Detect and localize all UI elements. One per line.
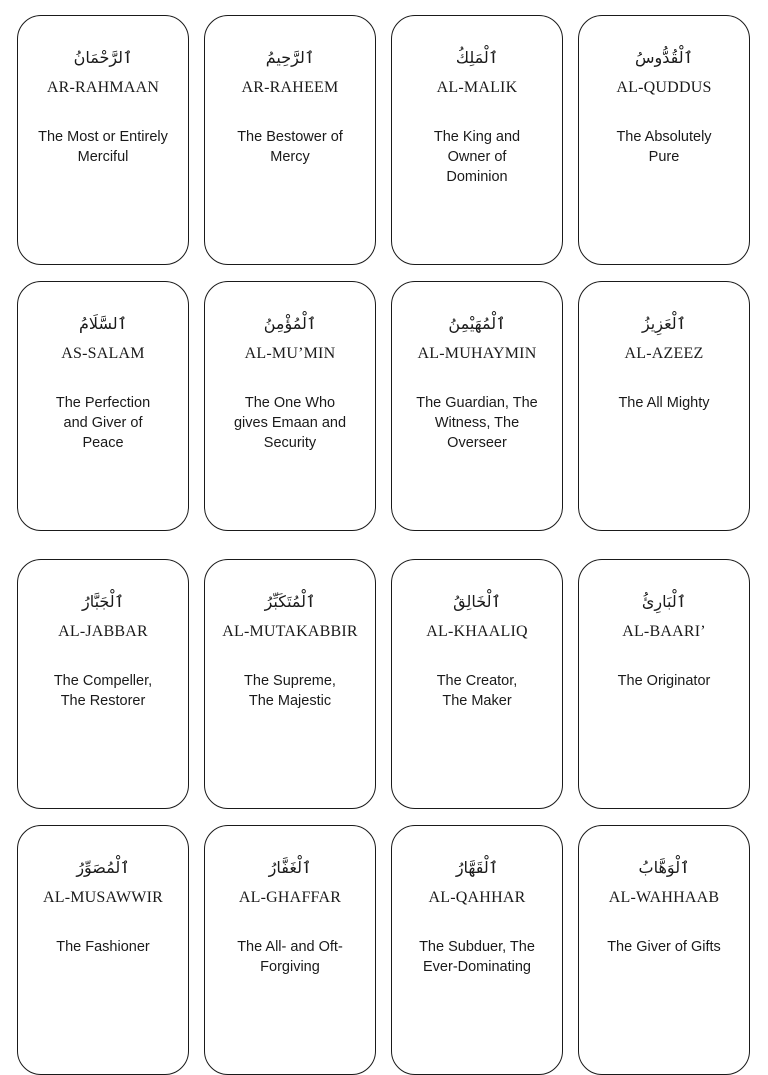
arabic-name: ٱلْغَفَّارُ xyxy=(268,858,312,877)
name-meaning: The Fashioner xyxy=(56,939,150,955)
name-meaning: The Creator, The Maker xyxy=(436,673,518,709)
name-card xyxy=(204,281,376,531)
name-meaning: The King and Owner of Dominion xyxy=(433,129,521,185)
transliterated-name: AR-RAHEEM xyxy=(241,79,339,96)
name-meaning: The Subduer, The Ever-Dominating xyxy=(419,939,535,975)
transliterated-name: AL-MUTAKABBIR xyxy=(222,623,358,640)
arabic-name: ٱلرَّحْمَانُ xyxy=(73,48,133,67)
arabic-name: ٱلْبَارِئُ xyxy=(641,592,687,611)
transliterated-name: AL-MALIK xyxy=(436,79,518,96)
transliterated-name: AL-QUDDUS xyxy=(616,79,712,96)
name-card xyxy=(391,281,563,531)
name-card xyxy=(391,825,563,1075)
transliterated-name: AL-MUHAYMIN xyxy=(417,345,537,362)
transliterated-name: AL-MU’MIN xyxy=(244,345,336,362)
transliterated-name: AL-MUSAWWIR xyxy=(42,889,163,906)
transliterated-name: AL-GHAFFAR xyxy=(238,889,342,906)
name-meaning: The Perfection and Giver of Peace xyxy=(55,395,151,451)
name-card xyxy=(204,559,376,809)
arabic-name: ٱلْمُؤْمِنُ xyxy=(263,314,317,333)
arabic-name: ٱلْمَلِكُ xyxy=(455,48,499,67)
transliterated-name: AR-RAHMAAN xyxy=(46,79,160,96)
name-meaning: The Giver of Gifts xyxy=(607,939,721,955)
name-meaning: The All Mighty xyxy=(618,395,710,411)
arabic-name: ٱلْجَبَّارُ xyxy=(81,592,124,611)
name-meaning: The Compeller, The Restorer xyxy=(53,673,153,709)
transliterated-name: AL-WAHHAAB xyxy=(608,889,720,906)
name-meaning: The Originator xyxy=(617,673,711,689)
arabic-name: ٱلْخَالِقُ xyxy=(453,592,501,611)
name-card xyxy=(204,825,376,1075)
name-meaning: The One Who gives Emaan and Security xyxy=(233,395,347,451)
name-card xyxy=(17,559,189,809)
name-card xyxy=(578,559,750,809)
name-card xyxy=(578,15,750,265)
name-meaning: The Absolutely Pure xyxy=(616,129,712,165)
name-card xyxy=(17,281,189,531)
arabic-name: ٱلسَّلَامُ xyxy=(79,314,127,333)
arabic-name: ٱلْمُتَكَبِّرُ xyxy=(264,592,316,611)
transliterated-name: AL-AZEEZ xyxy=(624,345,704,362)
transliterated-name: AS-SALAM xyxy=(61,345,145,362)
arabic-name: ٱلرَّحِيمُ xyxy=(265,48,315,67)
name-card xyxy=(17,15,189,265)
name-meaning: The Supreme, The Majestic xyxy=(244,673,336,709)
arabic-name: ٱلْمُهَيْمِنُ xyxy=(448,314,506,333)
arabic-name: ٱلْوَهَّابُ xyxy=(638,858,690,877)
name-meaning: The All- and Oft-Forgiving xyxy=(237,939,343,975)
transliterated-name: AL-JABBAR xyxy=(58,623,148,640)
name-card xyxy=(204,15,376,265)
arabic-name: ٱلْمُصَوِّرُ xyxy=(76,858,130,877)
name-card xyxy=(17,825,189,1075)
name-meaning: The Most or Entirely Merciful xyxy=(38,129,168,165)
name-card xyxy=(391,559,563,809)
arabic-name: ٱلْقَهَّارُ xyxy=(455,858,499,877)
name-card xyxy=(391,15,563,265)
transliterated-name: AL-BAARI’ xyxy=(622,623,706,640)
arabic-name: ٱلْقُدُّوسُ xyxy=(635,48,693,67)
arabic-name: ٱلْعَزِيزُ xyxy=(641,314,687,333)
transliterated-name: AL-QAHHAR xyxy=(428,889,526,906)
name-meaning: The Guardian, The Witness, The Overseer xyxy=(416,395,538,451)
name-meaning: The Bestower of Mercy xyxy=(237,129,343,165)
name-card xyxy=(578,825,750,1075)
transliterated-name: AL-KHAALIQ xyxy=(426,623,528,640)
name-card xyxy=(578,281,750,531)
